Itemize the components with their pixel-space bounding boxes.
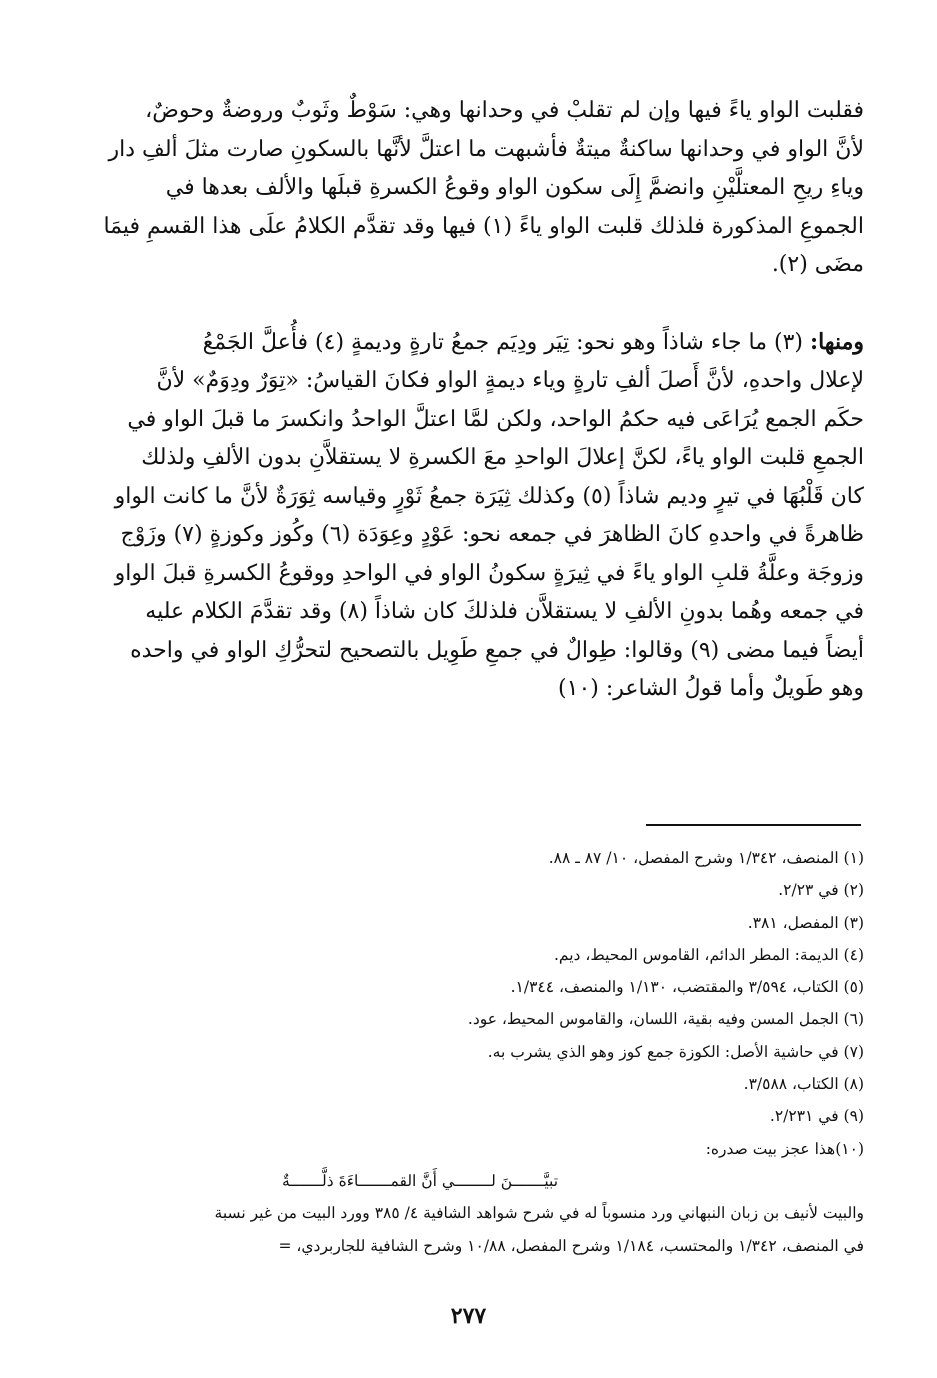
footnote: (٨) الكتاب، ٣/٥٨٨. xyxy=(743,1075,864,1094)
footnote: (٤) الديمة: المطر الدائم، القاموس المحيط، ديم. xyxy=(553,945,864,964)
footnote: (٦) الجمل المسن وفيه بقية، اللسان، والقاموس المحيط، عود. xyxy=(467,1010,864,1029)
footnote: (٥) الكتاب، ٣/٥٩٤ والمقتضب، ١/١٣٠ والمنصف، ١/٣٤٤. xyxy=(510,978,864,997)
paragraph-lead: ومنها: xyxy=(809,328,864,355)
text-line: لأنَّ الواو في وحدانها ساكنةٌ ميتةٌ فأشبهت ما اعتلَّ لأنَّها بالسكونِ صارت مثلَ ألفِ دار xyxy=(108,136,864,162)
text-line: كان قَلْبُهَا في تيرٍ وديم شاذاً (٥) وكذلك ثِيَرَة جمعُ ثَوْرٍ وقياسه ثِوَرَةٌ لأنَّ ما كانت الواو xyxy=(114,483,864,509)
footnote: (١٠)هذا عجز بيت صدره: xyxy=(705,1139,864,1158)
footnotes xyxy=(96,842,864,1262)
text-line: فقلبت الواو ياءً فيها وإن لم تقلبْ في وحدانها وهي: سَوْطٌ وثَوبٌ وروضةٌ وحوضٌ، xyxy=(145,98,864,123)
text-line: ظاهرةً في واحدهِ كانَ الظاهرَ في جمعه نحو: عَوْدٍ وعِوَدَة (٦) وكُوز وكوزةٍ (٧) وزَوْج xyxy=(120,522,864,547)
text-span: (٣) ما جاء شاذاً وهو نحو: تِيَر ودِيَم جمعُ تارةٍ وديمةٍ (٤) فأُعلَّ الجَمْعُ xyxy=(202,329,810,355)
footnote: (٩) في ٢/٢٣١. xyxy=(769,1107,864,1126)
footnote: (٣) المفصل، ٣٨١. xyxy=(747,913,864,932)
text-line: في جمعه وهُما بدونِ الألفِ لا يستقلاَّن فلذلكَ كان شاذاً (٨) وقد تقدَّمَ الكلام عليه xyxy=(145,599,864,624)
paragraph-2 xyxy=(96,323,864,709)
text-line: لإعلال واحدهِ، لأنَّ أَصلَ ألفِ تارةٍ وياء ديمةٍ الواو فكانَ القياسُ: «تِوَرٌ ودِوَمٌ» لأنَّ xyxy=(156,368,864,393)
text-line: وهو طَويلٌ وأما قولُ الشاعر: (١٠) xyxy=(558,676,864,701)
text-line xyxy=(96,323,864,363)
footnote-separator xyxy=(646,824,861,826)
footnote: (٢) في ٢/٢٣. xyxy=(778,881,864,900)
text-line: الجموعِ المذكورة فلذلك قلبت الواو ياءً (١) فيها وقد تقدَّم الكلامُ علَى هذا القسمِ فيمَا xyxy=(103,213,864,239)
text-line: حكَم الجمع يُرَاعَى فيه حكمُ الواحد، ولكن لمَّا اعتلَّ الواحدُ وانكسرَ ما قبلَ الواو في xyxy=(127,406,864,432)
main-text xyxy=(96,92,864,709)
text-line: أيضاً فيما مضى (٩) وقالوا: طِوالٌ في جمعِ طَوِيل بالتصحيح لتحرُّكِ الواو في واحده xyxy=(130,637,864,663)
footnote-continuation: في المنصف، ١/٣٤٢ والمحتسب، ١/١٨٤ وشرح المفصل، ١٠/٨٨ وشرح الشافية للجاربردي، = xyxy=(278,1236,864,1255)
page-number: ٢٧٧ xyxy=(450,1303,487,1329)
paragraph-1 xyxy=(96,92,864,285)
verse-line: تبيَّـــــــنَ لــــــــي أَنَّ القمـــــــاءَةَ ذلَّـــــــةٌ xyxy=(281,1171,559,1190)
text-line: مضَى (٢). xyxy=(771,252,864,277)
footnote: (٧) في حاشية الأصل: الكوزة جمع كوز وهو الذي يشرب به. xyxy=(487,1042,864,1061)
footnote: (١) المنصف، ١/٣٤٢ وشرح المفصل، ١٠/ ٨٧ ـ ٨٨. xyxy=(548,849,864,867)
text-line: وزوجَة وعلَّةُ قلبِ الواو ياءً في ثِيرَةٍ سكونُ الواو في الواحدِ ووقوعُ الكسرةِ قبلَ الواو xyxy=(114,560,864,586)
text-line: الجمعِ قلبت الواو ياءً، لكنَّ إعلالَ الواحدِ معَ الكسرةِ لا يستقلاَّنِ بدون الألفِ ولذلك xyxy=(141,445,864,470)
footnote-continuation: والبيت لأنيف بن زبان النبهاني ورد منسوباً له في شرح شواهد الشافية ٤/ ٣٨٥ وورد البيت من غير نسبة xyxy=(214,1204,864,1223)
text-line: وياءِ ريحِ المعتلَّيْنِ وانضمَّ إِلَى سكون الواو وقوعُ الكسرةِ قبلَها والألف بعدها في xyxy=(165,175,864,200)
